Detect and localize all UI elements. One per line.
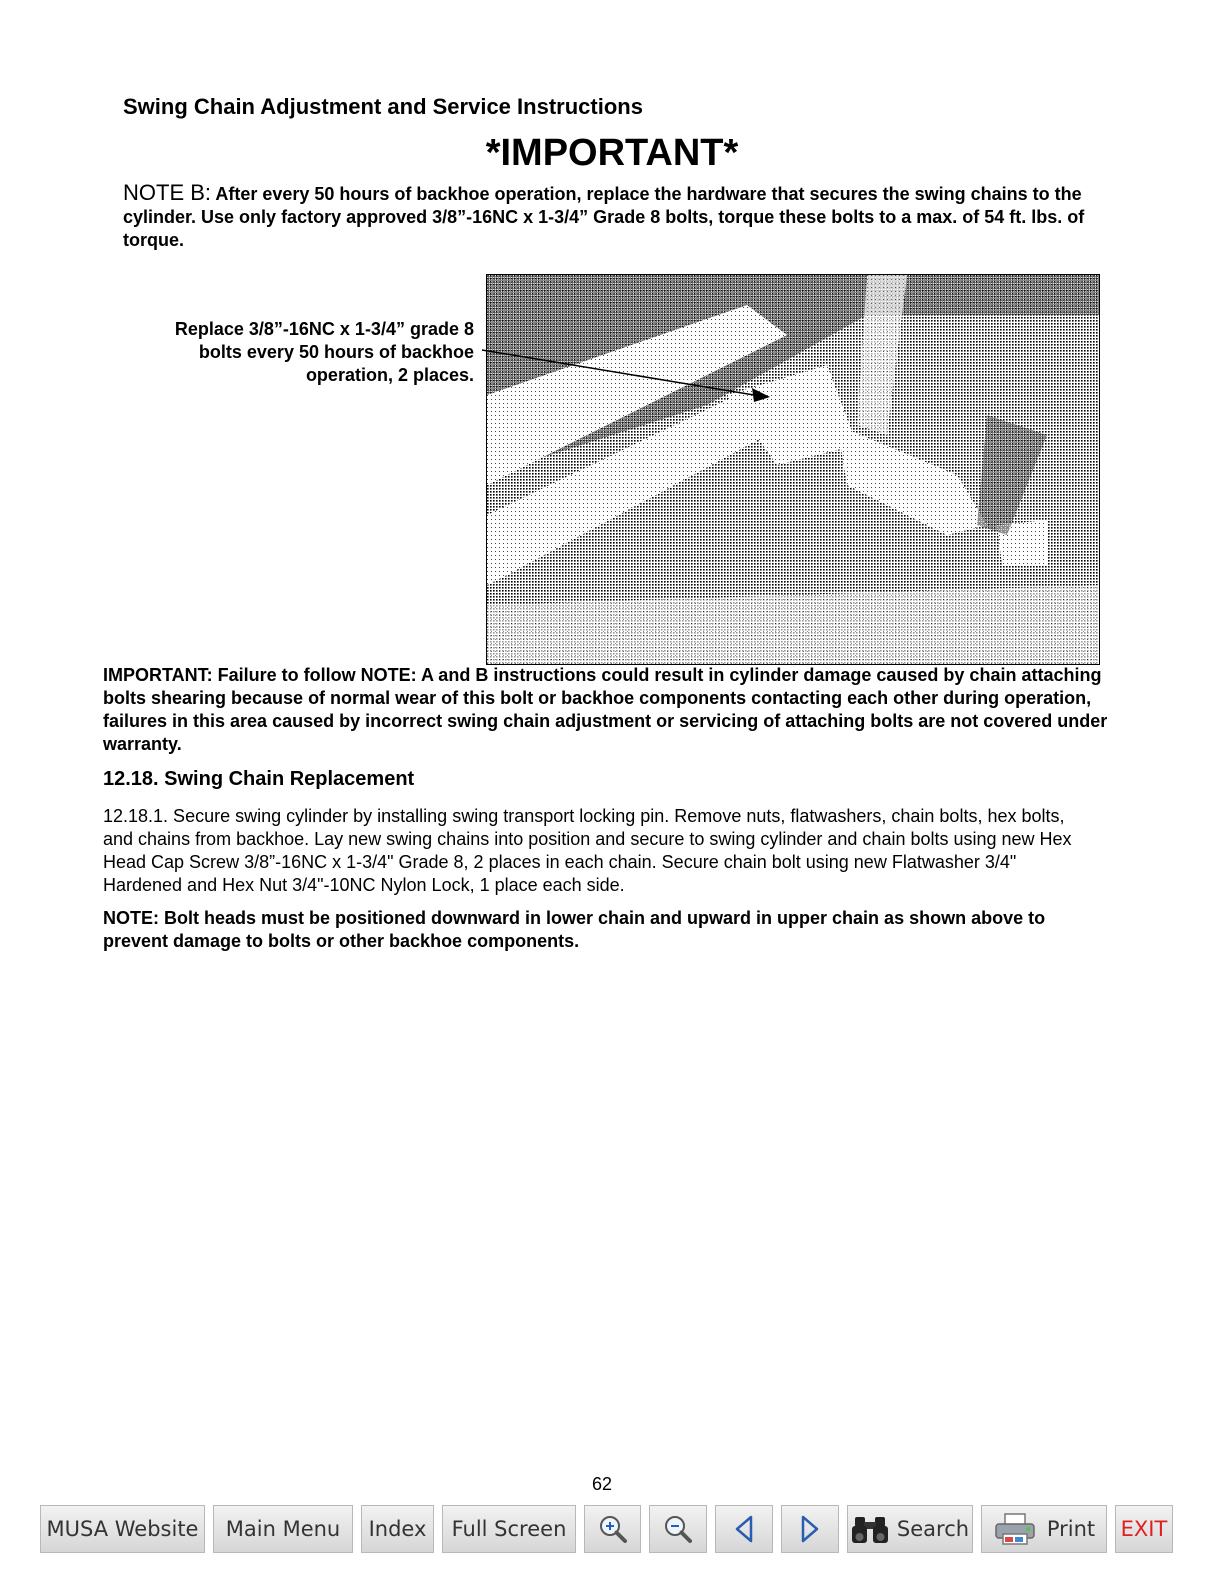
full-screen-label: Full Screen bbox=[451, 1517, 567, 1541]
section-title: Swing Chain Adjustment and Service Instructions bbox=[123, 94, 643, 119]
page-number: 62 bbox=[591, 1474, 613, 1494]
search-button[interactable] bbox=[847, 1505, 973, 1553]
main-menu-label: Main Menu bbox=[225, 1517, 341, 1541]
zoom-out-button[interactable] bbox=[649, 1505, 707, 1553]
exit-button[interactable] bbox=[1115, 1505, 1173, 1553]
replacement-instructions: 12.18.1. Secure swing cylinder by installing swing transport locking pin. Remove nuts, flatwashers, chain bolts, hex bolts, and chains from backhoe. Lay new swing chains into position and secure to swing cylinder and chain bolts using new Hex Head Cap Screw 3/8”-16NC x 1-3/4" Grade 8, 2 places in each chain. Secure chain bolt using new Flatwasher 3/4" Hardened and Hex Nut 3/4"-10NC Nylon Lock, 1 place each side. bbox=[103, 806, 1072, 895]
note-b bbox=[123, 181, 1103, 252]
binoculars-icon bbox=[851, 1513, 889, 1545]
note-b-text: After every 50 hours of backhoe operation, replace the hardware that secures the swing chains to the cylinder. Use only factory approved 3/8”-16NC x 1-3/4” Grade 8 bolts, torque these bolts to a max. of 54 ft. lbs. of torque. bbox=[123, 184, 1085, 250]
full-screen-button[interactable] bbox=[442, 1505, 576, 1553]
note-b-label: NOTE B: bbox=[123, 180, 212, 205]
important-warning-paragraph: IMPORTANT: Failure to follow NOTE: A and B instructions could result in cylinder damage caused by chain attaching bolts shearing because of normal wear of this bolt or backhoe components contacting each other during operation, failures in this area caused by incorrect swing chain adjustment or servicing of attaching bolts are not covered under warranty. bbox=[103, 665, 1108, 754]
swing-chain-photo-graphic bbox=[487, 275, 1099, 664]
index-button[interactable] bbox=[361, 1505, 434, 1553]
previous-page-button[interactable] bbox=[715, 1505, 773, 1553]
exit-label: EXIT bbox=[1120, 1517, 1168, 1541]
zoom-in-icon bbox=[598, 1514, 628, 1544]
printer-icon bbox=[993, 1512, 1039, 1546]
callout-line: operation, 2 places. bbox=[305, 365, 474, 385]
musa-website-button[interactable] bbox=[40, 1505, 205, 1553]
main-menu-button[interactable] bbox=[213, 1505, 353, 1553]
index-label: Index bbox=[368, 1517, 427, 1541]
section-heading: 12.18. Swing Chain Replacement bbox=[103, 768, 415, 790]
next-page-icon bbox=[799, 1514, 821, 1544]
print-label: Print bbox=[1046, 1517, 1096, 1541]
callout-line: Replace 3/8”-16NC x 1-3/4” grade 8 bbox=[174, 319, 474, 339]
callout-line: bolts every 50 hours of backhoe bbox=[198, 342, 474, 362]
bolt-orientation-note: NOTE: Bolt heads must be positioned downward in lower chain and upward in upper chain as shown above to prevent damage to bolts or other backhoe components. bbox=[103, 908, 1046, 951]
zoom-in-button[interactable] bbox=[584, 1505, 641, 1553]
important-title: *IMPORTANT* bbox=[485, 132, 739, 174]
search-label: Search bbox=[896, 1517, 970, 1541]
swing-chain-photo bbox=[486, 274, 1100, 665]
next-page-button[interactable] bbox=[781, 1505, 839, 1553]
print-button[interactable] bbox=[981, 1505, 1107, 1553]
zoom-out-icon bbox=[663, 1514, 693, 1544]
photo-callout bbox=[120, 318, 474, 387]
previous-page-icon bbox=[733, 1514, 755, 1544]
musa-website-label: MUSA Website bbox=[46, 1517, 199, 1541]
